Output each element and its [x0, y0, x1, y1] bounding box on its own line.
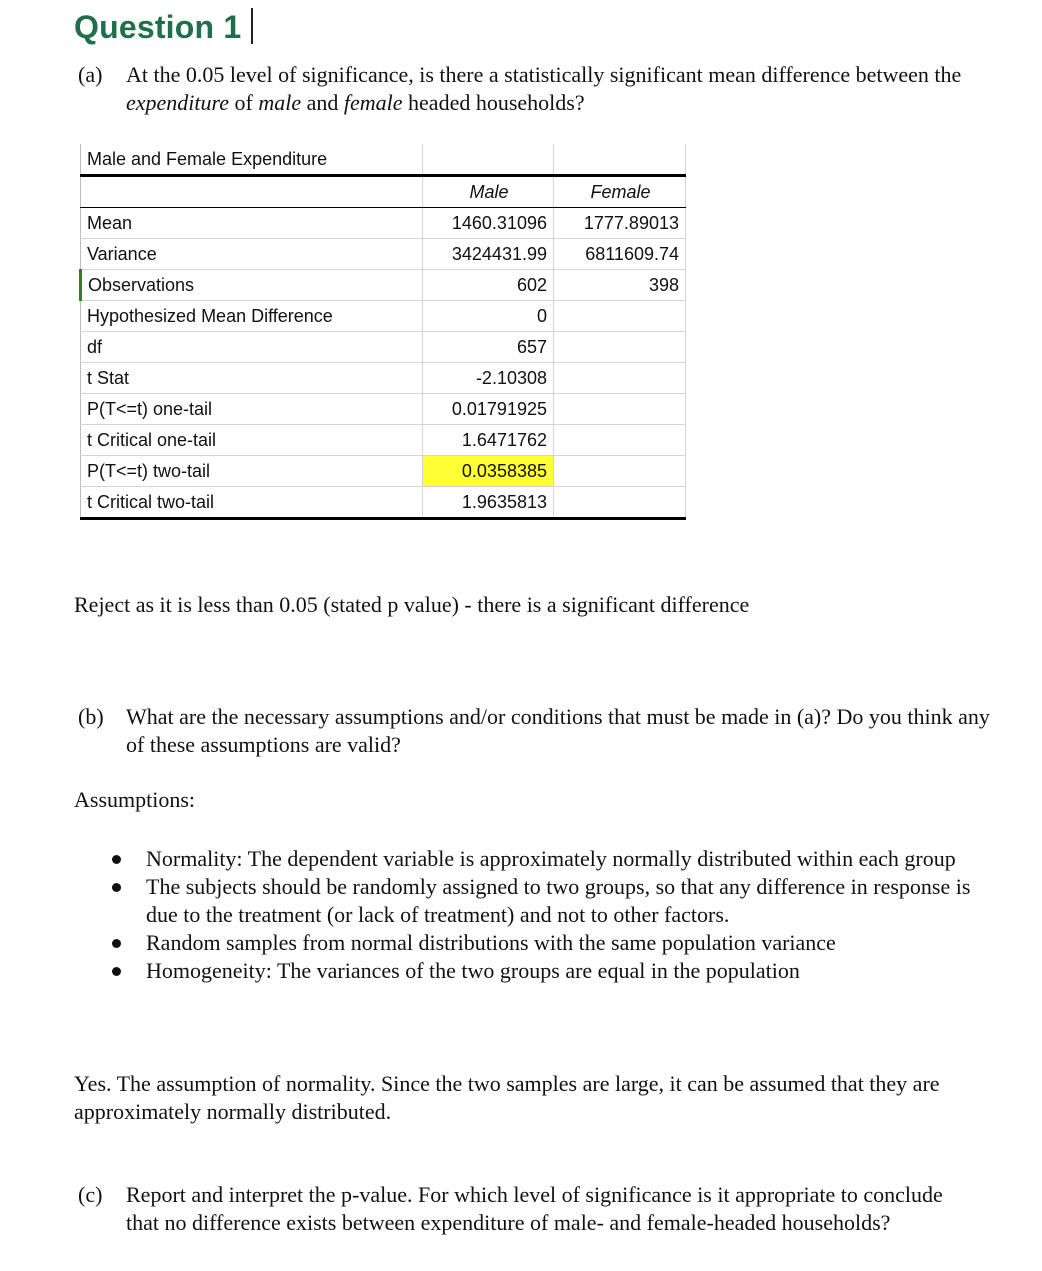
female-value — [554, 332, 686, 363]
female-value — [554, 301, 686, 332]
column-header-female: Female — [554, 176, 686, 208]
male-value: 0.01791925 — [423, 394, 554, 425]
male-value: 602 — [423, 270, 554, 301]
male-value: 1.9635813 — [423, 487, 554, 519]
row-label: t Critical two-tail — [81, 487, 423, 519]
table-cell — [423, 144, 554, 176]
male-value: -2.10308 — [423, 363, 554, 394]
male-value: 0 — [423, 301, 554, 332]
highlighted-p-value: 0.0358385 — [423, 456, 554, 487]
row-label: P(T<=t) one-tail — [81, 394, 423, 425]
assumptions-heading: Assumptions: — [74, 787, 196, 812]
table-caption: Male and Female Expenditure — [81, 144, 423, 176]
table-row — [81, 456, 686, 487]
list-item: Random samples from normal distributions with the same population variance — [104, 929, 984, 957]
female-value: 1777.89013 — [554, 208, 686, 239]
assumptions-list — [104, 845, 984, 985]
male-value: 1.6471762 — [423, 425, 554, 456]
male-value: 3424431.99 — [423, 239, 554, 270]
table-row — [81, 487, 686, 519]
male-value: 657 — [423, 332, 554, 363]
text-cursor — [251, 8, 253, 44]
female-value: 6811609.74 — [554, 239, 686, 270]
female-value — [554, 487, 686, 519]
list-item: Normality: The dependent variable is approximately normally distributed within each group — [104, 845, 984, 873]
question-b-text: What are the necessary assumptions and/or conditions that must be made in (a)? Do you think any of these assumptions are valid? — [126, 704, 990, 757]
question-c-text: Report and interpret the p-value. For which level of significance is it appropriate to conclude that no difference exists between expenditure of male- and female-headed households? — [126, 1182, 943, 1235]
table-row — [81, 239, 686, 270]
question-b-label: (b) — [78, 704, 104, 729]
row-label: P(T<=t) two-tail — [81, 456, 423, 487]
question-b — [78, 703, 1008, 763]
female-value: 398 — [554, 270, 686, 301]
row-label: t Critical one-tail — [81, 425, 423, 456]
row-label: Observations — [81, 270, 423, 301]
male-value: 1460.31096 — [423, 208, 554, 239]
table-row — [81, 270, 686, 301]
question-c — [78, 1181, 978, 1271]
table-row — [81, 425, 686, 456]
table-cell — [81, 176, 423, 208]
column-header-male: Male — [423, 176, 554, 208]
bullet-icon — [112, 883, 121, 892]
list-item: Homogeneity: The variances of the two groups are equal in the population — [104, 957, 984, 985]
row-label: t Stat — [81, 363, 423, 394]
female-value — [554, 425, 686, 456]
conclusion-text: Reject as it is less than 0.05 (stated p value) - there is a significant difference — [74, 592, 750, 617]
question-a — [78, 61, 978, 121]
female-value — [554, 363, 686, 394]
bullet-icon — [112, 939, 121, 948]
list-item: The subjects should be randomly assigned to two groups, so that any difference in response is due to the treatment (or lack of treatment) and not to other factors. — [104, 873, 984, 929]
question-a-text: At the 0.05 level of significance, is there a statistically significant mean difference between the expenditure of male and female headed households? — [126, 62, 962, 115]
table-row — [81, 208, 686, 239]
question-c-label: (c) — [78, 1182, 103, 1207]
page-title: Question 1 — [74, 8, 253, 46]
row-label: Mean — [81, 208, 423, 239]
question-a-label: (a) — [78, 62, 103, 87]
row-label: df — [81, 332, 423, 363]
table-row — [81, 332, 686, 363]
validity-text: Yes. The assumption of normality. Since the two samples are large, it can be assumed that they are approximately normally distributed. — [74, 1071, 940, 1124]
bullet-icon — [112, 967, 121, 976]
table-row — [81, 363, 686, 394]
t-test-table — [79, 144, 684, 520]
row-label: Hypothesized Mean Difference — [81, 301, 423, 332]
female-value — [554, 394, 686, 425]
bullet-icon — [112, 855, 121, 864]
table-cell — [554, 144, 686, 176]
table-row — [81, 394, 686, 425]
table-row — [81, 301, 686, 332]
female-value — [554, 456, 686, 487]
row-label: Variance — [81, 239, 423, 270]
